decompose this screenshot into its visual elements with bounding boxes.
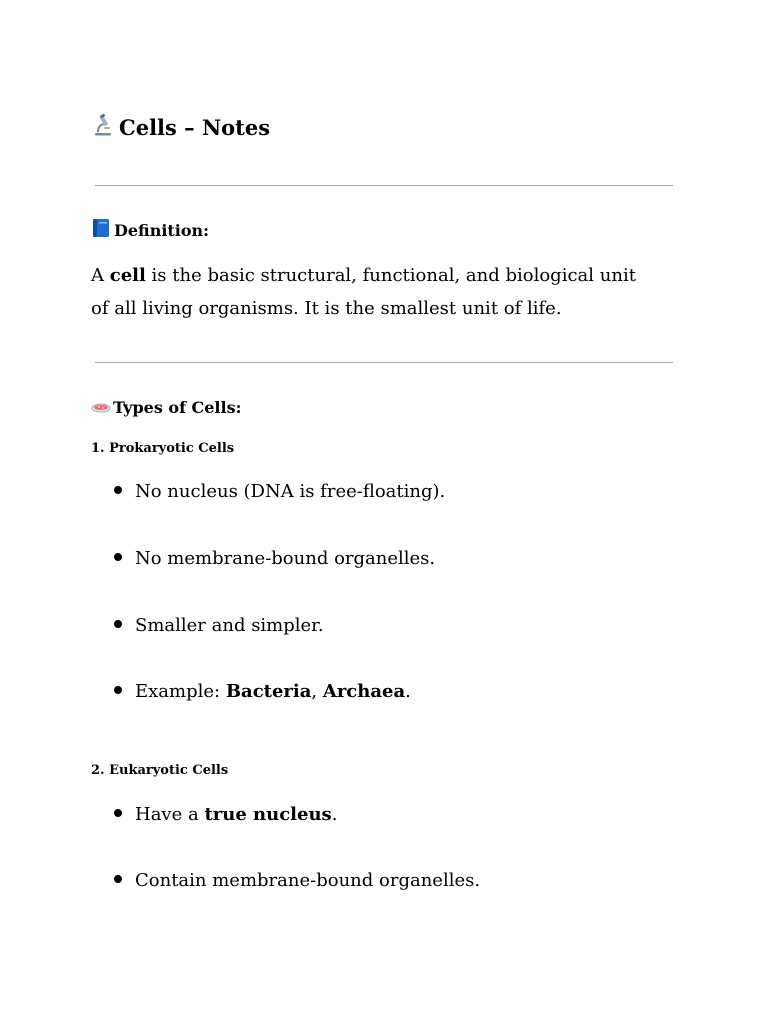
types-heading — [91, 395, 242, 422]
prokaryotic-heading: 1. Prokaryotic Cells — [91, 441, 235, 456]
list-item-period: . — [331, 804, 338, 825]
eukaryotic-heading: 2. Eukaryotic Cells — [91, 763, 229, 778]
example-separator: , — [311, 681, 323, 702]
page-title — [91, 112, 270, 146]
microscope-icon — [91, 113, 115, 146]
list-item-text: Smaller and simpler. — [135, 615, 324, 636]
definition-text-rest: is the basic structural, functional, and biological unit of all living organisms. It is the smallest unit of life. — [91, 265, 636, 319]
example-period: . — [405, 681, 411, 702]
bullet-dot — [114, 875, 122, 883]
list-item-text: No membrane-bound organelles. — [135, 548, 436, 569]
types-heading-text: Types of Cells: — [113, 398, 242, 417]
bullet-dot — [114, 486, 122, 494]
blue-book-icon — [91, 218, 111, 245]
example-archaea: Archaea — [322, 681, 406, 702]
bullet-dot — [114, 620, 122, 628]
bullet-dot — [114, 686, 122, 694]
divider — [95, 362, 673, 363]
list-item-text: No nucleus (DNA is free-floating). — [135, 481, 446, 502]
list-item — [114, 678, 411, 706]
list-item — [114, 867, 480, 895]
divider — [95, 185, 673, 186]
list-item-text: Contain membrane-bound organelles. — [135, 870, 481, 891]
true-nucleus-term: true nucleus — [204, 804, 332, 825]
definition-term-cell: cell — [109, 265, 146, 286]
bullet-dot — [114, 809, 122, 817]
definition-text-start: A — [91, 265, 110, 286]
definition-heading — [91, 218, 209, 245]
definition-heading-text: Definition: — [114, 221, 210, 240]
bullet-dot — [114, 553, 122, 561]
list-item — [114, 545, 435, 573]
list-item — [114, 478, 445, 506]
list-item-text: Have a — [135, 804, 205, 825]
petri-dish-icon — [91, 395, 111, 422]
list-item — [114, 612, 324, 640]
definition-paragraph — [91, 259, 651, 325]
page-title-text: Cells – Notes — [119, 115, 271, 140]
list-item — [114, 801, 337, 829]
example-label: Example: — [135, 681, 226, 702]
example-bacteria: Bacteria — [225, 681, 312, 702]
